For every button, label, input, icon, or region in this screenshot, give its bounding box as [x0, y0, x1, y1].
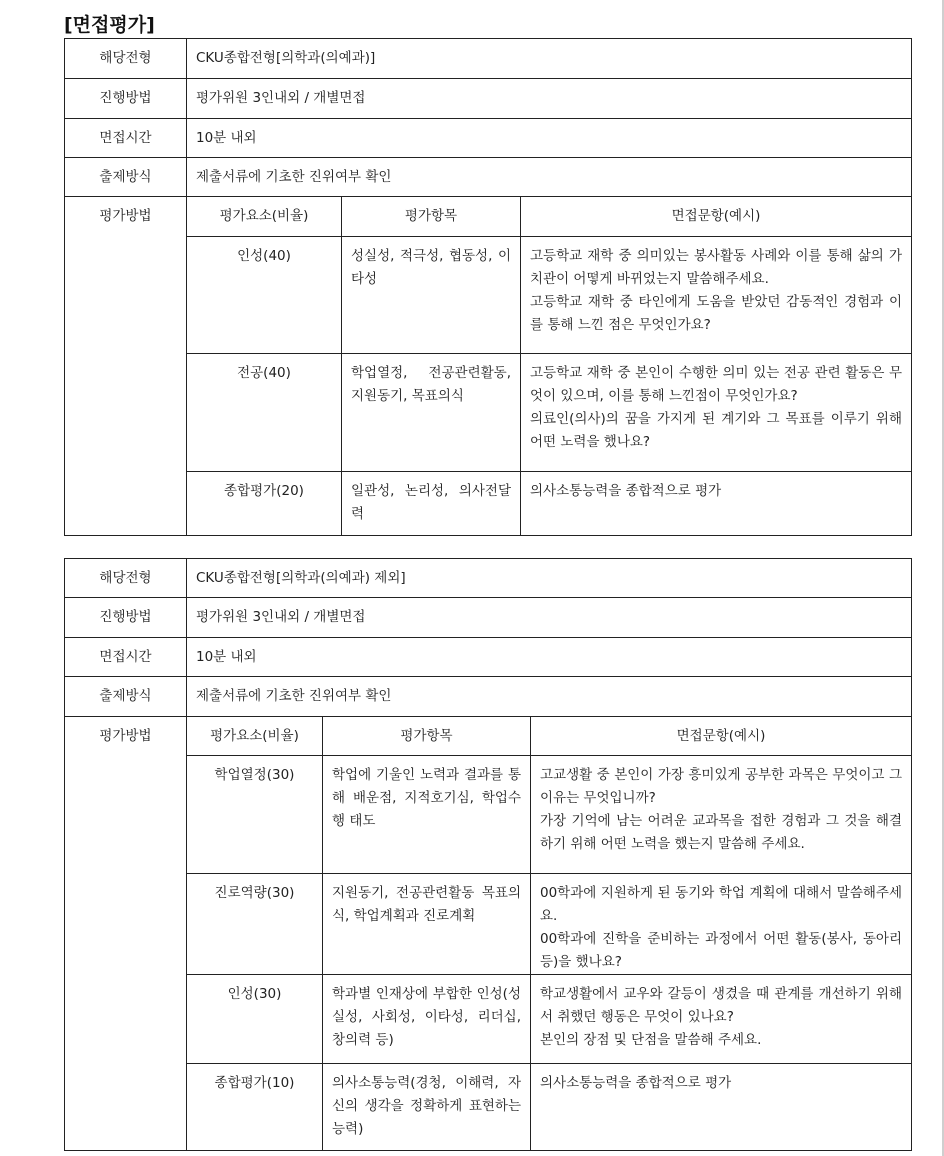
- question-text: 의사소통능력을 종합적으로 평가: [530, 483, 722, 499]
- example-questions: [521, 472, 912, 536]
- evaluation-row: [65, 237, 912, 354]
- evaluation-row: [65, 472, 912, 536]
- info-value: 제출서류에 기초한 진위여부 확인: [187, 158, 912, 197]
- example-questions: [531, 1064, 912, 1151]
- column-header: 평가요소(비율): [187, 717, 323, 756]
- info-row: [65, 39, 912, 79]
- section-title: [면접평가]: [64, 14, 155, 36]
- info-value: 평가위원 3인내외 / 개별면접: [187, 598, 912, 638]
- example-questions: [521, 354, 912, 472]
- evaluation-items: 일관성, 논리성, 의사전달력: [342, 472, 521, 536]
- evaluation-row: [65, 756, 912, 874]
- info-label: 면접시간: [65, 638, 187, 677]
- info-label: 해당전형: [65, 559, 187, 598]
- question-text: 의사소통능력을 종합적으로 평가: [540, 1075, 732, 1091]
- info-value: 제출서류에 기초한 진위여부 확인: [187, 677, 912, 717]
- question-text: 학교생활에서 교우와 갈등이 생겼을 때 관계를 개선하기 위해서 취했던 행동은 무엇이 있나요?: [540, 986, 902, 1025]
- info-row: [65, 158, 912, 197]
- info-row: [65, 677, 912, 717]
- example-questions: [521, 237, 912, 354]
- question-text: 본인의 장점 및 단점을 말씀해 주세요.: [540, 1032, 762, 1048]
- evaluation-element: 진로역량(30): [187, 874, 323, 975]
- info-label: 진행방법: [65, 79, 187, 119]
- evaluation-row: [65, 975, 912, 1064]
- method-label: 평가방법: [65, 197, 187, 536]
- method-header-row: [65, 717, 912, 756]
- info-label: 진행방법: [65, 598, 187, 638]
- question-text: 고등학교 재학 중 타인에게 도움을 받았던 감동적인 경험과 이를 통해 느낀 점은 무엇인가요?: [530, 294, 902, 333]
- interview-table-2: [64, 558, 912, 1151]
- method-label: 평가방법: [65, 717, 187, 1151]
- column-header: 면접문항(예시): [531, 717, 912, 756]
- evaluation-row: [65, 874, 912, 975]
- info-value: CKU종합전형[의학과(의예과)]: [187, 39, 912, 79]
- question-text: 고등학교 재학 중 본인이 수행한 의미 있는 전공 관련 활동은 무엇이 있으며, 이를 통해 느낀점이 무엇인가요?: [530, 365, 902, 404]
- example-questions: [531, 975, 912, 1064]
- question-text: 고등학교 재학 중 의미있는 봉사활동 사례와 이를 통해 삶의 가치관이 어떻게 바뀌었는지 말씀해주세요.: [530, 248, 902, 287]
- column-header: 평가항목: [323, 717, 531, 756]
- evaluation-items: 학업열정, 전공관련활동, 지원동기, 목표의식: [342, 354, 521, 472]
- evaluation-element: 학업열정(30): [187, 756, 323, 874]
- info-row: [65, 559, 912, 598]
- evaluation-items: 성실성, 적극성, 협동성, 이타성: [342, 237, 521, 354]
- evaluation-items: 지원동기, 전공관련활동 목표의식, 학업계획과 진로계획: [323, 874, 531, 975]
- evaluation-element: 종합평가(20): [187, 472, 342, 536]
- evaluation-items: 학업에 기울인 노력과 결과를 통해 배운점, 지적호기심, 학업수행 태도: [323, 756, 531, 874]
- evaluation-items: 학과별 인재상에 부합한 인성(성실성, 사회성, 이타성, 리더십, 창의력 등): [323, 975, 531, 1064]
- evaluation-row: [65, 354, 912, 472]
- info-value: 10분 내외: [187, 119, 912, 158]
- evaluation-element: 인성(40): [187, 237, 342, 354]
- evaluation-element: 전공(40): [187, 354, 342, 472]
- info-label: 출제방식: [65, 158, 187, 197]
- question-text: 고교생활 중 본인이 가장 흥미있게 공부한 과목은 무엇이고 그 이유는 무엇입니까?: [540, 767, 902, 806]
- question-text: 의료인(의사)의 꿈을 가지게 된 계기와 그 목표를 이루기 위해 어떤 노력을 했나요?: [530, 411, 902, 450]
- question-text: 00학과에 진학을 준비하는 과정에서 어떤 활동(봉사, 동아리 등)을 했나요?: [540, 931, 902, 970]
- evaluation-row: [65, 1064, 912, 1151]
- info-label: 면접시간: [65, 119, 187, 158]
- example-questions: [531, 756, 912, 874]
- question-text: 00학과에 지원하게 된 동기와 학업 계획에 대해서 말씀해주세요.: [540, 885, 902, 924]
- column-header: 평가요소(비율): [187, 197, 342, 237]
- info-row: [65, 638, 912, 677]
- method-header-row: [65, 197, 912, 237]
- example-questions: [531, 874, 912, 975]
- info-value: CKU종합전형[의학과(의예과) 제외]: [187, 559, 912, 598]
- info-row: [65, 598, 912, 638]
- info-label: 출제방식: [65, 677, 187, 717]
- evaluation-element: 인성(30): [187, 975, 323, 1064]
- info-label: 해당전형: [65, 39, 187, 79]
- info-row: [65, 119, 912, 158]
- info-value: 10분 내외: [187, 638, 912, 677]
- evaluation-element: 종합평가(10): [187, 1064, 323, 1151]
- info-row: [65, 79, 912, 119]
- question-text: 가장 기억에 남는 어려운 교과목을 접한 경험과 그 것을 해결하기 위해 어떤 노력을 했는지 말씀해 주세요.: [540, 813, 902, 852]
- column-header: 평가항목: [342, 197, 521, 237]
- info-value: 평가위원 3인내외 / 개별면접: [187, 79, 912, 119]
- interview-table-1: [64, 38, 912, 536]
- evaluation-items: 의사소통능력(경청, 이해력, 자신의 생각을 정확하게 표현하는 능력): [323, 1064, 531, 1151]
- column-header: 면접문항(예시): [521, 197, 912, 237]
